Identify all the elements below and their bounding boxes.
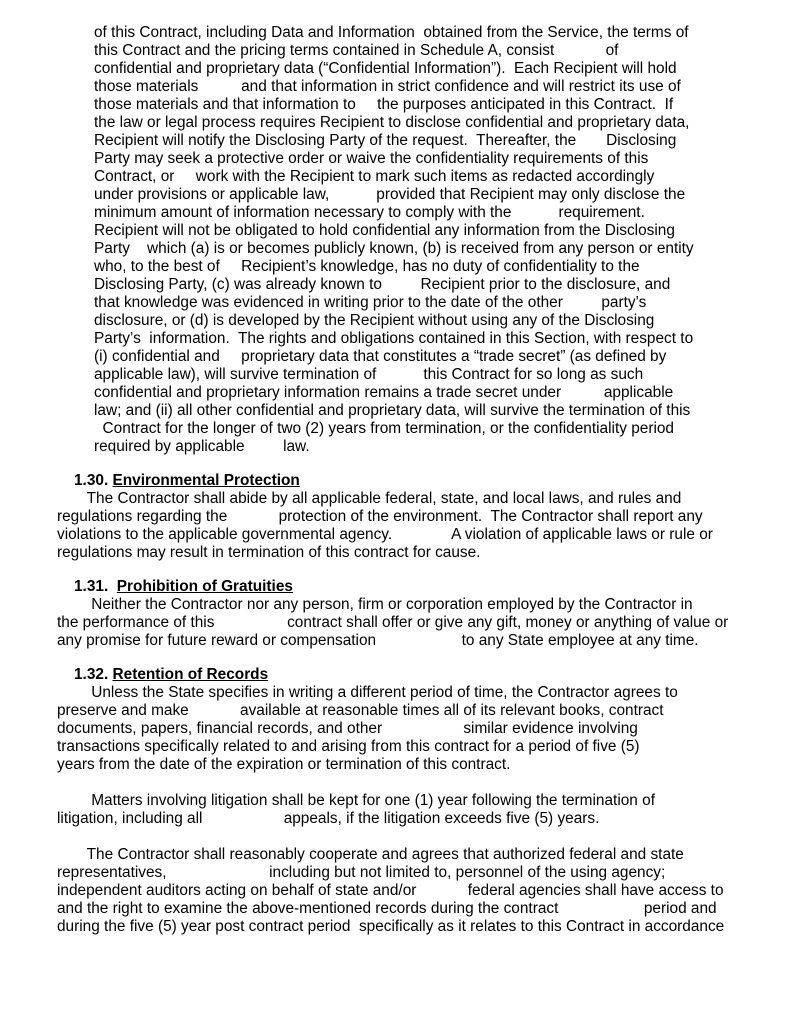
text-line: who, to the best of Recipient’s knowledge, has no duty of confidentiality to the [94,258,640,275]
text-line: under provisions or applicable law, provided that Recipient may only disclose the [94,186,686,203]
text-line: minimum amount of information necessary to comply with the requirement. [94,204,645,221]
text-line: Party which (a) is or becomes publicly known, (b) is received from any person or entity [94,240,694,257]
text-line: Party’s information. The rights and obligations contained in this Section, with respect to [94,330,694,347]
text-line: confidential and proprietary information remains a trade secret under applicable [94,384,674,401]
text-line: documents, papers, financial records, and other similar evidence involving [57,720,638,737]
text-line: disclosure, or (d) is developed by the Recipient without using any of the Disclosing [94,312,655,329]
text-line: regulations may result in termination of this contract for cause. [57,544,481,561]
text-line: years from the date of the expiration or termination of this contract. [57,756,511,773]
section-heading-1-32 [74,666,268,684]
section-number: 1.32. [74,666,109,683]
text-line: those materials and that information to the purposes anticipated in this Contract. If [94,96,674,113]
text-line: The Contractor shall reasonably cooperate and agrees that authorized federal and state [57,846,684,863]
text-line: Contract for the longer of two (2) years from termination, or the confidentiality period [94,420,674,437]
text-line: the performance of this contract shall offer or give any gift, money or anything of value or [57,614,729,631]
text-line: (i) confidential and proprietary data that constitutes a “trade secret” (as defined by [94,348,667,365]
text-line: preserve and make available at reasonable times all of its relevant books, contract [57,702,664,719]
text-line: those materials and that information in strict confidence and will restrict its use of [94,78,681,95]
text-line: required by applicable law. [94,438,310,455]
section-title: Environmental Protection [112,472,300,489]
section-title: Prohibition of Gratuities [116,578,293,595]
text-line: Recipient will notify the Disclosing Party of the request. Thereafter, the Disclosing [94,132,677,149]
text-line: Matters involving litigation shall be kept for one (1) year following the termination of [57,792,655,809]
section-number: 1.31. [74,578,109,595]
text-line: regulations regarding the protection of the environment. The Contractor shall report any [57,508,703,525]
text-line: independent auditors acting on behalf of state and/or federal agencies shall have access to [57,882,724,899]
text-line: representatives, including but not limited to, personnel of the using agency; [57,864,666,881]
text-line: Contract, or work with the Recipient to mark such items as redacted accordingly [94,168,655,185]
text-line: Disclosing Party, (c) was already known to Recipient prior to the disclosure, and [94,276,671,293]
section-heading-1-30 [74,472,300,490]
text-line: this Contract and the pricing terms contained in Schedule A, consist of [94,42,619,59]
text-line: violations to the applicable governmental agency. A violation of applicable laws or rule or [57,526,713,543]
text-line: confidential and proprietary data (“Confidential Information”). Each Recipient will hold [94,60,677,77]
text-line: any promise for future reward or compensation to any State employee at any time. [57,632,699,649]
text-line: Unless the State specifies in writing a different period of time, the Contractor agrees to [57,684,678,701]
section-title: Retention of Records [112,666,269,683]
text-line: Recipient will not be obligated to hold confidential any information from the Disclosing [94,222,675,239]
text-line: the law or legal process requires Recipient to disclose confidential and proprietary data, [94,114,690,131]
text-line: of this Contract, including Data and Information obtained from the Service, the terms of [94,24,689,41]
text-line: transactions specifically related to and arising from this contract for a period of five (5) [57,738,640,755]
text-line: and the right to examine the above-mentioned records during the contract period and [57,900,717,917]
text-line: litigation, including all appeals, if the litigation exceeds five (5) years. [57,810,600,827]
text-line: Party may seek a protective order or waive the confidentiality requirements of this [94,150,649,167]
text-line: Neither the Contractor nor any person, firm or corporation employed by the Contractor in [57,596,693,613]
text-line: The Contractor shall abide by all applicable federal, state, and local laws, and rules and [57,490,682,507]
section-number: 1.30. [74,472,109,489]
text-line: during the five (5) year post contract period specifically as it relates to this Contract in accordance [57,918,725,935]
text-line: applicable law), will survive termination of this Contract for so long as such [94,366,644,383]
text-line: law; and (ii) all other confidential and proprietary data, will survive the termination of this [94,402,691,419]
section-heading-1-31 [74,578,293,596]
text-line: that knowledge was evidenced in writing prior to the date of the other party’s [94,294,647,311]
